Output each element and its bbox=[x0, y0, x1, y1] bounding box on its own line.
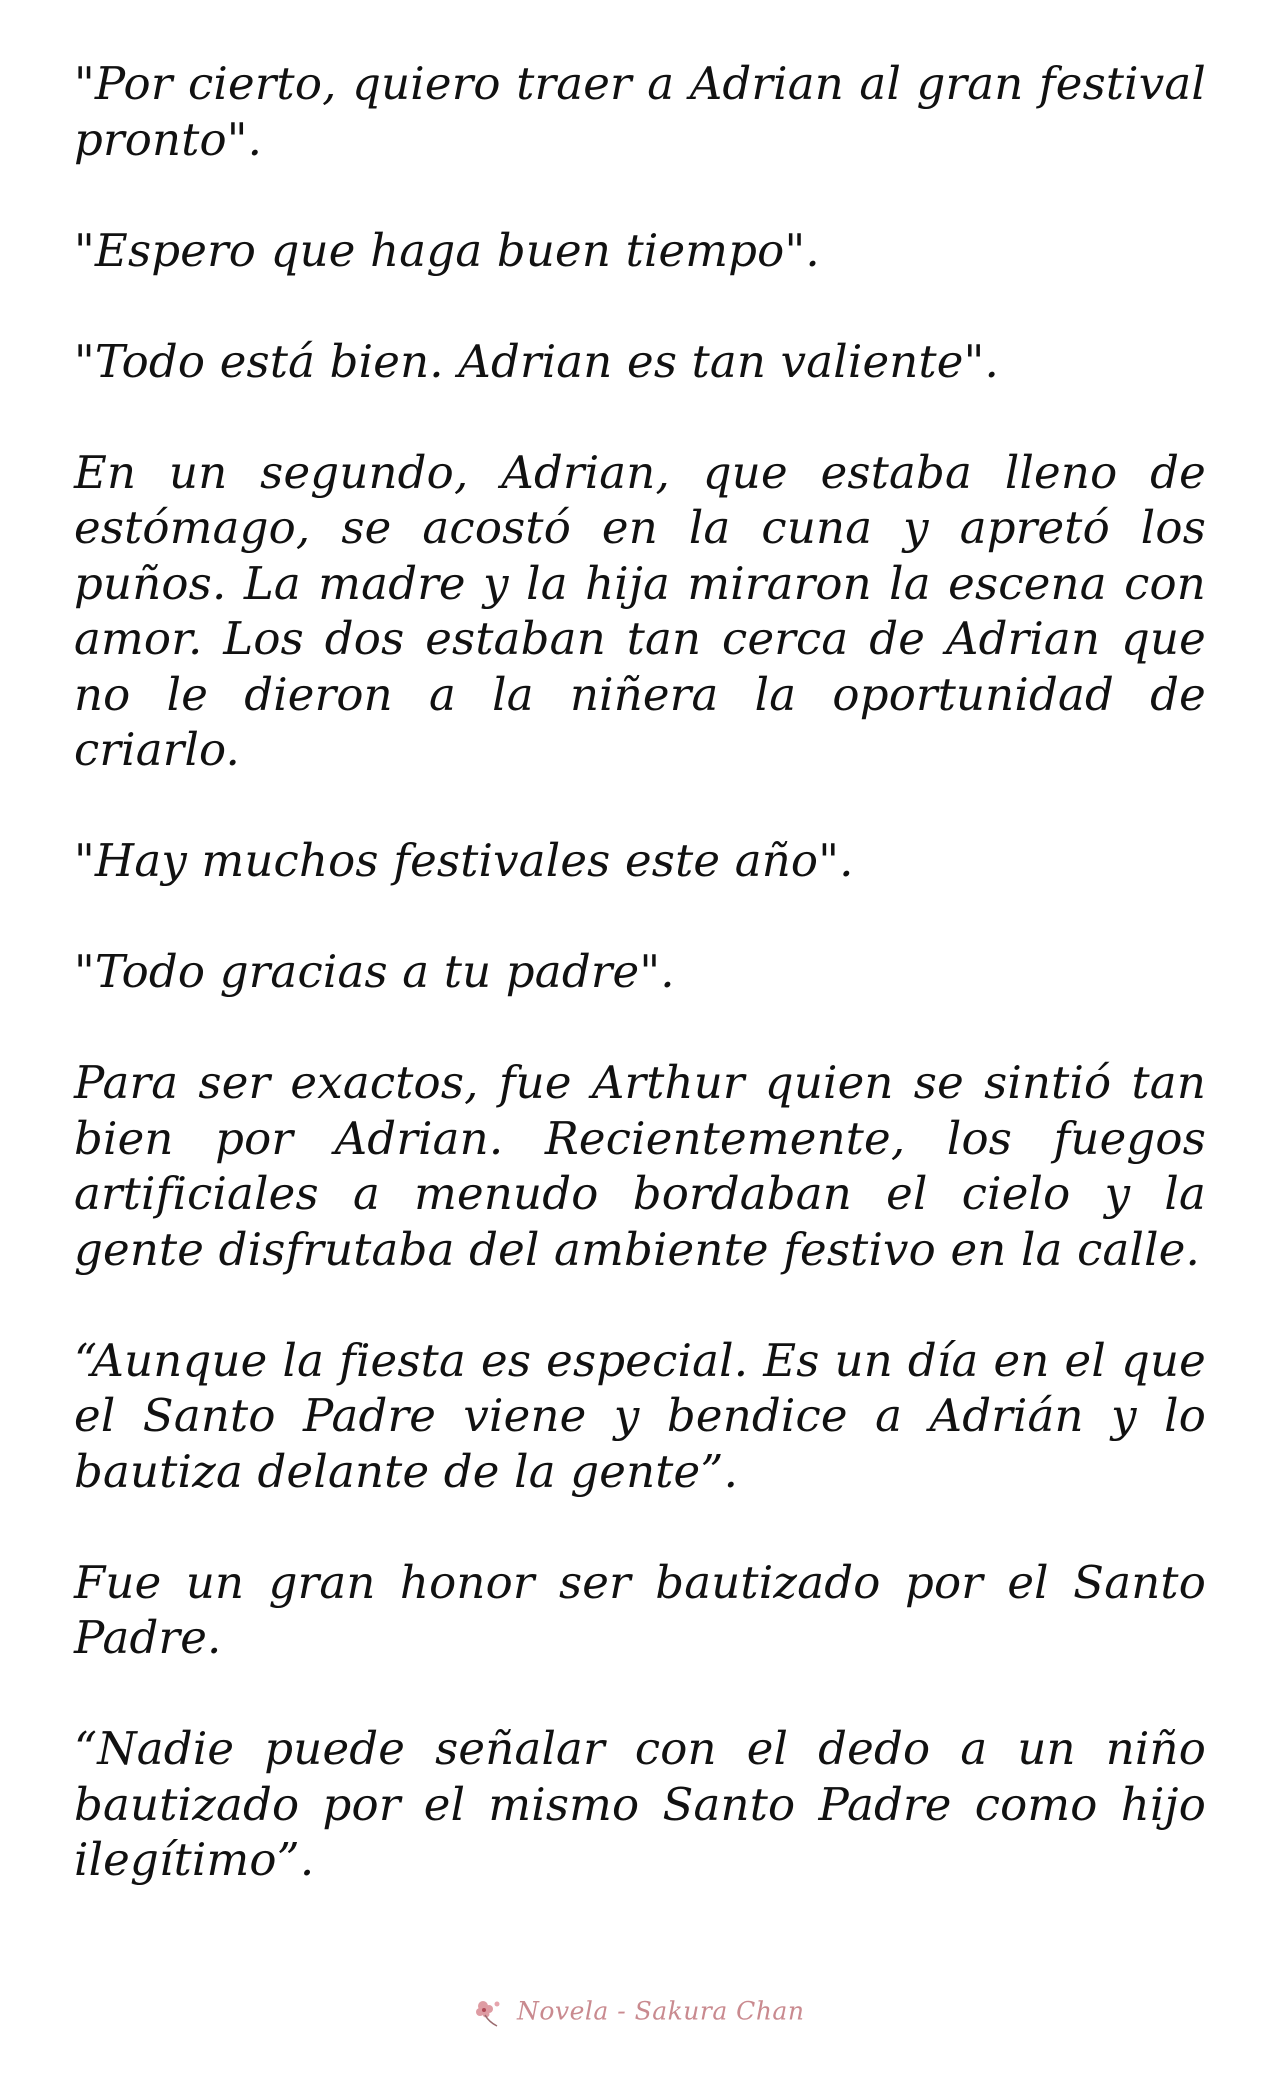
paragraph-9: Fue un gran honor ser bautizado por el Santo Padre. bbox=[74, 1555, 1206, 1664]
paragraph-3: "Todo está bien. Adrian es tan valiente". bbox=[74, 334, 999, 388]
watermark bbox=[0, 1996, 1275, 2030]
document-body bbox=[74, 56, 1206, 1943]
paragraph-2: "Espero que haga buen tiempo". bbox=[74, 223, 820, 277]
watermark-text: Novela - Sakura Chan bbox=[517, 1996, 805, 2026]
sakura-flower-icon bbox=[471, 1996, 505, 2030]
paragraph-6: "Todo gracias a tu padre". bbox=[74, 945, 675, 998]
paragraph-1: "Por cierto, quiero traer a Adrian al gran festival pronto". bbox=[74, 57, 1206, 166]
paragraph-4: En un segundo, Adrian, que estaba lleno de estómago, se acostó en la cuna y apretó los puños. La madre y la hija miraron la escena con amor. Los dos estaban tan cerca de Adrian que no le dieron a la niñera la oportunidad de criarlo. bbox=[74, 445, 1206, 776]
paragraph-8: “Aunque la fiesta es especial. Es un día en el que el Santo Padre viene y bendice a Adrián y lo bautiza delante de la gente”. bbox=[74, 1333, 1206, 1498]
paragraph-5: "Hay muchos festivales este año". bbox=[74, 834, 854, 887]
paragraph-7: Para ser exactos, fue Arthur quien se sintió tan bien por Adrian. Recientemente, los fuegos artificiales a menudo bordaban el cielo y la gente disfrutaba del ambiente festivo en la calle. bbox=[74, 1056, 1206, 1276]
paragraph-10: “Nadie puede señalar con el dedo a un niño bautizado por el mismo Santo Padre como hijo ilegítimo”. bbox=[74, 1722, 1206, 1886]
